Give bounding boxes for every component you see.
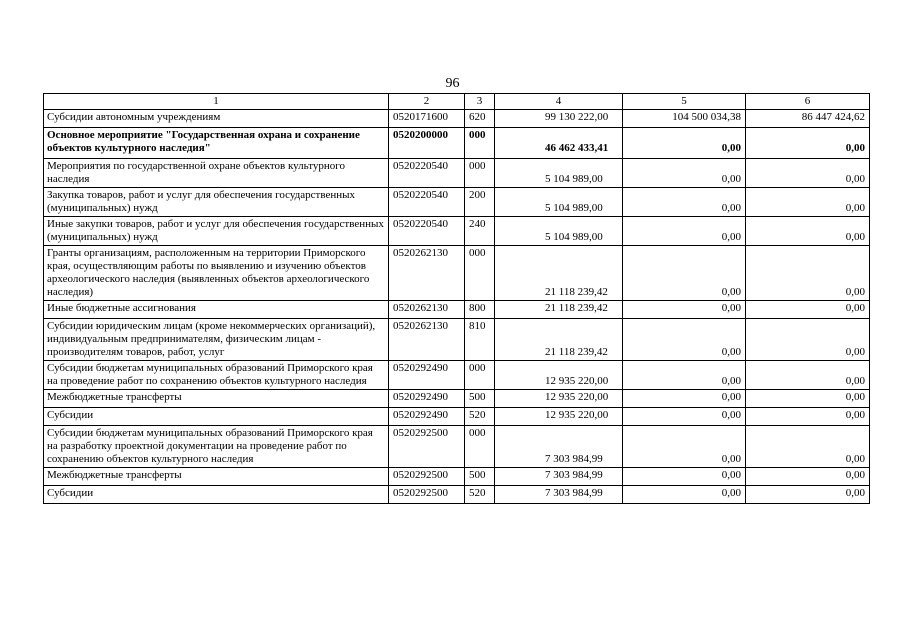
row-value-3: 0,00 (746, 468, 870, 486)
table-row (44, 486, 870, 504)
row-vr: 200 (465, 188, 495, 217)
row-value-2: 0,00 (623, 468, 746, 486)
row-vr: 520 (465, 486, 495, 504)
table-row (44, 246, 870, 301)
header-cell: 3 (465, 94, 495, 110)
row-code: 0520262130 (389, 301, 465, 319)
header-cell: 2 (389, 94, 465, 110)
row-value-1: 21 118 239,42 (495, 246, 623, 301)
page-number: 96 (445, 76, 460, 91)
row-value-3: 0,00 (746, 246, 870, 301)
row-code: 0520292490 (389, 361, 465, 390)
row-value-2: 0,00 (623, 246, 746, 301)
row-value-2: 0,00 (623, 408, 746, 426)
row-name: Гранты организациям, расположенным на территории Приморского края, осуществляющим работы по выявлению и изучению объектов археологического наследия (выявленных объектов археологического наследия) (44, 246, 389, 301)
row-code: 0520292500 (389, 468, 465, 486)
table-row (44, 188, 870, 217)
row-value-3: 0,00 (746, 426, 870, 468)
row-name: Иные закупки товаров, работ и услуг для обеспечения государственных (муниципальных) нужд (44, 217, 389, 246)
row-code: 0520200000 (389, 128, 465, 159)
row-code: 0520220540 (389, 159, 465, 188)
row-code: 0520171600 (389, 110, 465, 128)
row-value-2: 0,00 (623, 128, 746, 159)
row-code: 0520292490 (389, 390, 465, 408)
row-vr: 000 (465, 128, 495, 159)
row-name: Закупка товаров, работ и услуг для обеспечения государственных (муниципальных) нужд (44, 188, 389, 217)
row-value-3: 0,00 (746, 486, 870, 504)
row-value-3: 0,00 (746, 159, 870, 188)
row-name: Мероприятия по государственной охране объектов культурного наследия (44, 159, 389, 188)
row-value-1: 5 104 989,00 (495, 217, 623, 246)
row-name: Межбюджетные трансферты (44, 390, 389, 408)
table-row (44, 390, 870, 408)
header-cell: 6 (746, 94, 870, 110)
row-value-3: 0,00 (746, 319, 870, 361)
row-code: 0520292500 (389, 426, 465, 468)
row-value-2: 0,00 (623, 159, 746, 188)
row-value-3: 0,00 (746, 217, 870, 246)
row-name: Субсидии (44, 486, 389, 504)
row-vr: 620 (465, 110, 495, 128)
table-row (44, 159, 870, 188)
row-value-1: 5 104 989,00 (495, 188, 623, 217)
row-vr: 000 (465, 426, 495, 468)
row-value-1: 12 935 220,00 (495, 361, 623, 390)
table-row (44, 319, 870, 361)
row-value-2: 0,00 (623, 301, 746, 319)
row-code: 0520220540 (389, 217, 465, 246)
row-value-1: 5 104 989,00 (495, 159, 623, 188)
table-row (44, 468, 870, 486)
row-value-1: 21 118 239,42 (495, 301, 623, 319)
table-row (44, 361, 870, 390)
table-row (44, 110, 870, 128)
table-row (44, 426, 870, 468)
row-vr: 520 (465, 408, 495, 426)
row-value-1: 7 303 984,99 (495, 426, 623, 468)
row-value-1: 99 130 222,00 (495, 110, 623, 128)
row-value-2: 0,00 (623, 217, 746, 246)
row-name: Субсидии юридическим лицам (кроме некоммерческих организаций), индивидуальным предпринимателям, физическим лицам - производителям товаров, работ, услуг (44, 319, 389, 361)
row-value-3: 0,00 (746, 128, 870, 159)
table-row (44, 301, 870, 319)
row-name: Субсидии автономным учреждениям (44, 110, 389, 128)
row-value-1: 12 935 220,00 (495, 408, 623, 426)
row-value-1: 46 462 433,41 (495, 128, 623, 159)
header-cell: 4 (495, 94, 623, 110)
header-cell: 1 (44, 94, 389, 110)
row-value-1: 12 935 220,00 (495, 390, 623, 408)
row-value-2: 0,00 (623, 426, 746, 468)
row-value-3: 0,00 (746, 188, 870, 217)
row-vr: 000 (465, 246, 495, 301)
row-value-2: 0,00 (623, 188, 746, 217)
row-name: Субсидии бюджетам муниципальных образований Приморского края на проведение работ по сохранению объектов культурного наследия (44, 361, 389, 390)
row-value-1: 7 303 984,99 (495, 486, 623, 504)
header-cell: 5 (623, 94, 746, 110)
row-value-2: 0,00 (623, 319, 746, 361)
row-value-2: 0,00 (623, 361, 746, 390)
row-vr: 000 (465, 159, 495, 188)
row-vr: 810 (465, 319, 495, 361)
row-value-1: 21 118 239,42 (495, 319, 623, 361)
table-row (44, 128, 870, 159)
row-vr: 500 (465, 468, 495, 486)
row-code: 0520262130 (389, 319, 465, 361)
row-vr: 000 (465, 361, 495, 390)
budget-table (43, 93, 870, 504)
table-row (44, 217, 870, 246)
row-name: Межбюджетные трансферты (44, 468, 389, 486)
row-value-2: 104 500 034,38 (623, 110, 746, 128)
row-vr: 240 (465, 217, 495, 246)
row-value-2: 0,00 (623, 486, 746, 504)
row-name: Иные бюджетные ассигнования (44, 301, 389, 319)
header-row (44, 94, 870, 110)
row-value-3: 0,00 (746, 408, 870, 426)
row-value-3: 86 447 424,62 (746, 110, 870, 128)
row-value-1: 7 303 984,99 (495, 468, 623, 486)
row-value-2: 0,00 (623, 390, 746, 408)
row-value-3: 0,00 (746, 361, 870, 390)
row-name: Основное мероприятие "Государственная охрана и сохранение объектов культурного наследия" (44, 128, 389, 159)
row-code: 0520292500 (389, 486, 465, 504)
table-row (44, 408, 870, 426)
row-value-3: 0,00 (746, 301, 870, 319)
row-code: 0520220540 (389, 188, 465, 217)
row-value-3: 0,00 (746, 390, 870, 408)
row-vr: 500 (465, 390, 495, 408)
row-name: Субсидии (44, 408, 389, 426)
row-code: 0520262130 (389, 246, 465, 301)
row-vr: 800 (465, 301, 495, 319)
row-code: 0520292490 (389, 408, 465, 426)
row-name: Субсидии бюджетам муниципальных образований Приморского края на разработку проектной документации на проведение работ по сохранению объектов культурного наследия (44, 426, 389, 468)
